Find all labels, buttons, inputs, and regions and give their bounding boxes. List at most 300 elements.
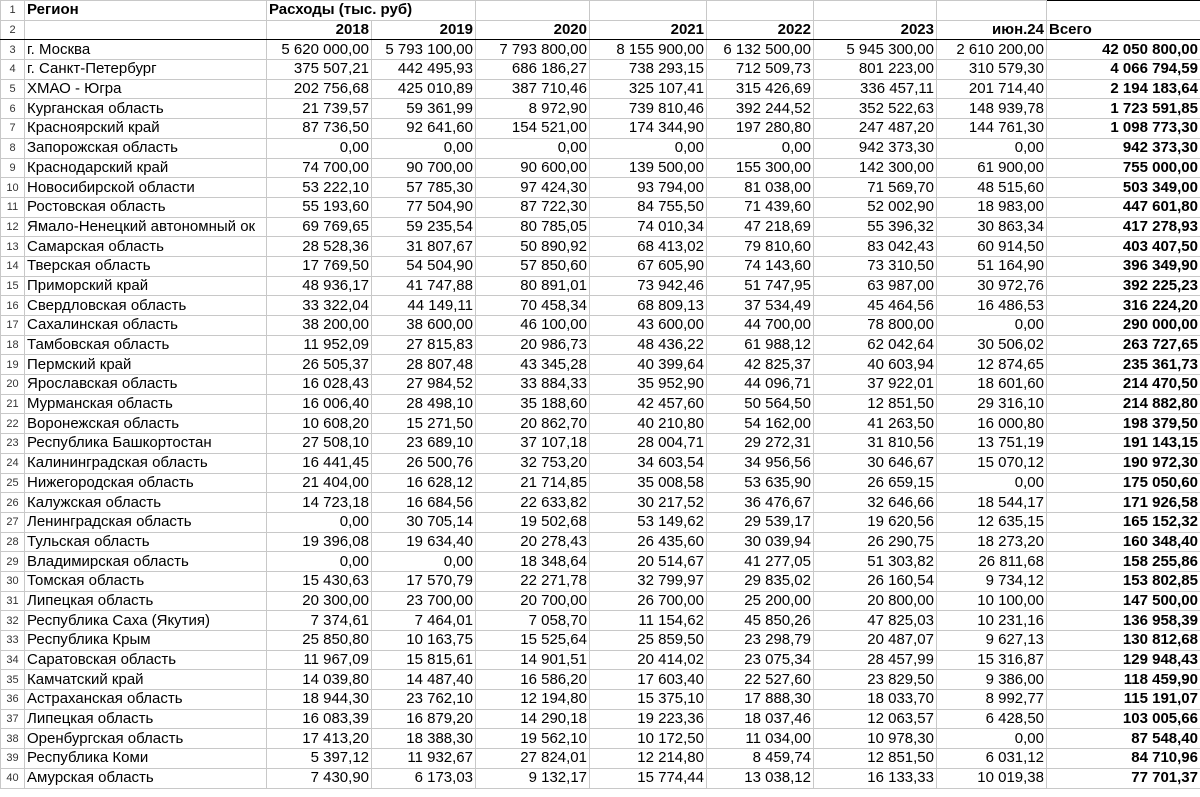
value-cell[interactable]: 21 714,85 xyxy=(476,473,590,493)
year-header-cell[interactable]: 2019 xyxy=(372,20,476,40)
value-cell[interactable]: 25 850,80 xyxy=(267,631,372,651)
region-cell[interactable]: Тверская область xyxy=(25,256,267,276)
value-cell[interactable]: 22 527,60 xyxy=(707,670,814,690)
value-cell[interactable]: 0,00 xyxy=(372,552,476,572)
value-cell[interactable]: 43 600,00 xyxy=(590,316,707,336)
total-cell[interactable]: 263 727,65 xyxy=(1047,335,1200,355)
value-cell[interactable]: 33 322,04 xyxy=(267,296,372,316)
empty-cell[interactable] xyxy=(590,1,707,21)
value-cell[interactable]: 52 002,90 xyxy=(814,197,937,217)
value-cell[interactable]: 26 435,60 xyxy=(590,532,707,552)
value-cell[interactable]: 67 605,90 xyxy=(590,256,707,276)
row-number[interactable]: 9 xyxy=(1,158,25,178)
value-cell[interactable]: 27 984,52 xyxy=(372,375,476,395)
total-cell[interactable]: 129 948,43 xyxy=(1047,650,1200,670)
value-cell[interactable]: 14 290,18 xyxy=(476,709,590,729)
row-number[interactable]: 2 xyxy=(1,20,25,40)
value-cell[interactable]: 55 396,32 xyxy=(814,217,937,237)
value-cell[interactable]: 53 635,90 xyxy=(707,473,814,493)
value-cell[interactable]: 10 019,38 xyxy=(937,768,1047,788)
row-number[interactable]: 35 xyxy=(1,670,25,690)
value-cell[interactable]: 25 200,00 xyxy=(707,591,814,611)
value-cell[interactable]: 74 010,34 xyxy=(590,217,707,237)
value-cell[interactable]: 28 528,36 xyxy=(267,237,372,257)
value-cell[interactable]: 20 487,07 xyxy=(814,631,937,651)
region-cell[interactable]: г. Москва xyxy=(25,40,267,60)
value-cell[interactable]: 28 457,99 xyxy=(814,650,937,670)
region-cell[interactable]: Тамбовская область xyxy=(25,335,267,355)
total-cell[interactable]: 198 379,50 xyxy=(1047,414,1200,434)
row-number[interactable]: 26 xyxy=(1,493,25,513)
value-cell[interactable]: 54 504,90 xyxy=(372,256,476,276)
value-cell[interactable]: 20 414,02 xyxy=(590,650,707,670)
value-cell[interactable]: 17 603,40 xyxy=(590,670,707,690)
value-cell[interactable]: 28 004,71 xyxy=(590,434,707,454)
value-cell[interactable]: 38 600,00 xyxy=(372,316,476,336)
value-cell[interactable]: 48 436,22 xyxy=(590,335,707,355)
region-cell[interactable]: Нижегородская область xyxy=(25,473,267,493)
value-cell[interactable]: 392 244,52 xyxy=(707,99,814,119)
value-cell[interactable]: 15 070,12 xyxy=(937,453,1047,473)
value-cell[interactable]: 84 755,50 xyxy=(590,197,707,217)
value-cell[interactable]: 801 223,00 xyxy=(814,60,937,80)
value-cell[interactable]: 30 039,94 xyxy=(707,532,814,552)
row-number[interactable]: 3 xyxy=(1,40,25,60)
value-cell[interactable]: 16 006,40 xyxy=(267,394,372,414)
value-cell[interactable]: 6 173,03 xyxy=(372,768,476,788)
row-number[interactable]: 11 xyxy=(1,197,25,217)
value-cell[interactable]: 22 271,78 xyxy=(476,571,590,591)
value-cell[interactable]: 26 659,15 xyxy=(814,473,937,493)
value-cell[interactable]: 10 231,16 xyxy=(937,611,1047,631)
value-cell[interactable]: 5 793 100,00 xyxy=(372,40,476,60)
region-cell[interactable]: Сахалинская область xyxy=(25,316,267,336)
row-number[interactable]: 21 xyxy=(1,394,25,414)
region-cell[interactable]: Ямало-Ненецкий автономный ок xyxy=(25,217,267,237)
value-cell[interactable]: 20 300,00 xyxy=(267,591,372,611)
value-cell[interactable]: 30 705,14 xyxy=(372,512,476,532)
total-cell[interactable]: 1 098 773,30 xyxy=(1047,119,1200,139)
empty-cell[interactable] xyxy=(707,1,814,21)
value-cell[interactable]: 11 034,00 xyxy=(707,729,814,749)
value-cell[interactable]: 46 100,00 xyxy=(476,316,590,336)
value-cell[interactable]: 12 874,65 xyxy=(937,355,1047,375)
total-cell[interactable]: 77 701,37 xyxy=(1047,768,1200,788)
value-cell[interactable]: 10 163,75 xyxy=(372,631,476,651)
row-number[interactable]: 15 xyxy=(1,276,25,296)
value-cell[interactable]: 16 586,20 xyxy=(476,670,590,690)
row-number[interactable]: 6 xyxy=(1,99,25,119)
value-cell[interactable]: 14 487,40 xyxy=(372,670,476,690)
value-cell[interactable]: 42 825,37 xyxy=(707,355,814,375)
value-cell[interactable]: 201 714,40 xyxy=(937,79,1047,99)
total-cell[interactable]: 755 000,00 xyxy=(1047,158,1200,178)
value-cell[interactable]: 8 459,74 xyxy=(707,749,814,769)
value-cell[interactable]: 20 700,00 xyxy=(476,591,590,611)
value-cell[interactable]: 38 200,00 xyxy=(267,316,372,336)
value-cell[interactable]: 20 278,43 xyxy=(476,532,590,552)
row-number[interactable]: 40 xyxy=(1,768,25,788)
value-cell[interactable]: 442 495,93 xyxy=(372,60,476,80)
region-cell[interactable]: Приморский край xyxy=(25,276,267,296)
value-cell[interactable]: 30 506,02 xyxy=(937,335,1047,355)
value-cell[interactable]: 97 424,30 xyxy=(476,178,590,198)
value-cell[interactable]: 16 628,12 xyxy=(372,473,476,493)
value-cell[interactable]: 51 303,82 xyxy=(814,552,937,572)
year-header-cell[interactable]: 2021 xyxy=(590,20,707,40)
value-cell[interactable]: 13 038,12 xyxy=(707,768,814,788)
value-cell[interactable]: 14 901,51 xyxy=(476,650,590,670)
value-cell[interactable]: 310 579,30 xyxy=(937,60,1047,80)
region-cell[interactable]: Саратовская область xyxy=(25,650,267,670)
value-cell[interactable]: 48 515,60 xyxy=(937,178,1047,198)
region-cell[interactable]: Свердловская область xyxy=(25,296,267,316)
value-cell[interactable]: 154 521,00 xyxy=(476,119,590,139)
row-number[interactable]: 19 xyxy=(1,355,25,375)
row-number[interactable]: 25 xyxy=(1,473,25,493)
value-cell[interactable]: 93 794,00 xyxy=(590,178,707,198)
region-cell[interactable]: Камчатский край xyxy=(25,670,267,690)
region-cell[interactable]: Томская область xyxy=(25,571,267,591)
value-cell[interactable]: 20 514,67 xyxy=(590,552,707,572)
region-cell[interactable]: Республика Коми xyxy=(25,749,267,769)
region-cell[interactable]: Краснодарский край xyxy=(25,158,267,178)
value-cell[interactable]: 712 509,73 xyxy=(707,60,814,80)
value-cell[interactable]: 19 620,56 xyxy=(814,512,937,532)
value-cell[interactable]: 20 862,70 xyxy=(476,414,590,434)
value-cell[interactable]: 325 107,41 xyxy=(590,79,707,99)
value-cell[interactable]: 352 522,63 xyxy=(814,99,937,119)
value-cell[interactable]: 16 028,43 xyxy=(267,375,372,395)
value-cell[interactable]: 62 042,64 xyxy=(814,335,937,355)
value-cell[interactable]: 80 785,05 xyxy=(476,217,590,237)
total-cell[interactable]: 503 349,00 xyxy=(1047,178,1200,198)
value-cell[interactable]: 15 375,10 xyxy=(590,690,707,710)
value-cell[interactable]: 19 396,08 xyxy=(267,532,372,552)
value-cell[interactable]: 0,00 xyxy=(707,138,814,158)
value-cell[interactable]: 87 736,50 xyxy=(267,119,372,139)
value-cell[interactable]: 20 800,00 xyxy=(814,591,937,611)
row-number[interactable]: 39 xyxy=(1,749,25,769)
value-cell[interactable]: 18 037,46 xyxy=(707,709,814,729)
value-cell[interactable]: 63 987,00 xyxy=(814,276,937,296)
value-cell[interactable]: 90 600,00 xyxy=(476,158,590,178)
value-cell[interactable]: 375 507,21 xyxy=(267,60,372,80)
value-cell[interactable]: 53 149,62 xyxy=(590,512,707,532)
value-cell[interactable]: 16 083,39 xyxy=(267,709,372,729)
value-cell[interactable]: 16 684,56 xyxy=(372,493,476,513)
value-cell[interactable]: 197 280,80 xyxy=(707,119,814,139)
value-cell[interactable]: 9 734,12 xyxy=(937,571,1047,591)
value-cell[interactable]: 14 039,80 xyxy=(267,670,372,690)
value-cell[interactable]: 0,00 xyxy=(937,138,1047,158)
empty-cell[interactable] xyxy=(476,1,590,21)
value-cell[interactable]: 57 850,60 xyxy=(476,256,590,276)
value-cell[interactable]: 12 063,57 xyxy=(814,709,937,729)
row-number[interactable]: 5 xyxy=(1,79,25,99)
value-cell[interactable]: 37 534,49 xyxy=(707,296,814,316)
value-cell[interactable]: 30 972,76 xyxy=(937,276,1047,296)
value-cell[interactable]: 15 815,61 xyxy=(372,650,476,670)
value-cell[interactable]: 40 399,64 xyxy=(590,355,707,375)
region-cell[interactable]: Пермский край xyxy=(25,355,267,375)
region-cell[interactable]: Оренбургская область xyxy=(25,729,267,749)
value-cell[interactable]: 16 000,80 xyxy=(937,414,1047,434)
row-number[interactable]: 20 xyxy=(1,375,25,395)
value-cell[interactable]: 142 300,00 xyxy=(814,158,937,178)
empty-cell[interactable] xyxy=(937,1,1047,21)
value-cell[interactable]: 2 610 200,00 xyxy=(937,40,1047,60)
value-cell[interactable]: 22 633,82 xyxy=(476,493,590,513)
value-cell[interactable]: 15 430,63 xyxy=(267,571,372,591)
value-cell[interactable]: 6 428,50 xyxy=(937,709,1047,729)
year-header-cell[interactable]: июн.24 xyxy=(937,20,1047,40)
value-cell[interactable]: 12 851,50 xyxy=(814,394,937,414)
value-cell[interactable]: 18 348,64 xyxy=(476,552,590,572)
value-cell[interactable]: 34 956,56 xyxy=(707,453,814,473)
value-cell[interactable]: 59 235,54 xyxy=(372,217,476,237)
empty-cell[interactable] xyxy=(1047,1,1200,21)
region-cell[interactable]: г. Санкт-Петербург xyxy=(25,60,267,80)
value-cell[interactable]: 10 100,00 xyxy=(937,591,1047,611)
row-number[interactable]: 13 xyxy=(1,237,25,257)
row-number[interactable]: 22 xyxy=(1,414,25,434)
value-cell[interactable]: 83 042,43 xyxy=(814,237,937,257)
value-cell[interactable]: 10 608,20 xyxy=(267,414,372,434)
value-cell[interactable]: 55 193,60 xyxy=(267,197,372,217)
row-number[interactable]: 27 xyxy=(1,512,25,532)
total-cell[interactable]: 316 224,20 xyxy=(1047,296,1200,316)
value-cell[interactable]: 144 761,30 xyxy=(937,119,1047,139)
value-cell[interactable]: 40 210,80 xyxy=(590,414,707,434)
value-cell[interactable]: 44 096,71 xyxy=(707,375,814,395)
row-number[interactable]: 30 xyxy=(1,571,25,591)
row-number[interactable]: 28 xyxy=(1,532,25,552)
row-number[interactable]: 36 xyxy=(1,690,25,710)
value-cell[interactable]: 387 710,46 xyxy=(476,79,590,99)
value-cell[interactable]: 29 316,10 xyxy=(937,394,1047,414)
value-cell[interactable]: 32 799,97 xyxy=(590,571,707,591)
row-number[interactable]: 23 xyxy=(1,434,25,454)
value-cell[interactable]: 23 762,10 xyxy=(372,690,476,710)
value-cell[interactable]: 90 700,00 xyxy=(372,158,476,178)
value-cell[interactable]: 16 879,20 xyxy=(372,709,476,729)
total-cell[interactable]: 417 278,93 xyxy=(1047,217,1200,237)
total-cell[interactable]: 190 972,30 xyxy=(1047,453,1200,473)
total-cell[interactable]: 84 710,96 xyxy=(1047,749,1200,769)
value-cell[interactable]: 0,00 xyxy=(937,316,1047,336)
row-number[interactable]: 12 xyxy=(1,217,25,237)
value-cell[interactable]: 8 155 900,00 xyxy=(590,40,707,60)
value-cell[interactable]: 25 859,50 xyxy=(590,631,707,651)
value-cell[interactable]: 18 388,30 xyxy=(372,729,476,749)
total-cell[interactable]: 118 459,90 xyxy=(1047,670,1200,690)
row-number[interactable]: 4 xyxy=(1,60,25,80)
value-cell[interactable]: 69 769,65 xyxy=(267,217,372,237)
row-number[interactable]: 18 xyxy=(1,335,25,355)
value-cell[interactable]: 71 569,70 xyxy=(814,178,937,198)
value-cell[interactable]: 27 508,10 xyxy=(267,434,372,454)
value-cell[interactable]: 59 361,99 xyxy=(372,99,476,119)
value-cell[interactable]: 7 058,70 xyxy=(476,611,590,631)
value-cell[interactable]: 78 800,00 xyxy=(814,316,937,336)
value-cell[interactable]: 51 164,90 xyxy=(937,256,1047,276)
value-cell[interactable]: 6 132 500,00 xyxy=(707,40,814,60)
total-cell[interactable]: 158 255,86 xyxy=(1047,552,1200,572)
value-cell[interactable]: 16 441,45 xyxy=(267,453,372,473)
row-number[interactable]: 17 xyxy=(1,316,25,336)
value-cell[interactable]: 28 807,48 xyxy=(372,355,476,375)
value-cell[interactable]: 148 939,78 xyxy=(937,99,1047,119)
value-cell[interactable]: 738 293,15 xyxy=(590,60,707,80)
region-cell[interactable]: Мурманская область xyxy=(25,394,267,414)
value-cell[interactable]: 30 646,67 xyxy=(814,453,937,473)
total-cell[interactable]: 214 882,80 xyxy=(1047,394,1200,414)
value-cell[interactable]: 35 188,60 xyxy=(476,394,590,414)
region-cell[interactable]: Калининградская область xyxy=(25,453,267,473)
value-cell[interactable]: 47 218,69 xyxy=(707,217,814,237)
region-cell[interactable]: Ростовская область xyxy=(25,197,267,217)
value-cell[interactable]: 7 430,90 xyxy=(267,768,372,788)
value-cell[interactable]: 73 942,46 xyxy=(590,276,707,296)
value-cell[interactable]: 11 932,67 xyxy=(372,749,476,769)
total-cell[interactable]: 1 723 591,85 xyxy=(1047,99,1200,119)
value-cell[interactable]: 12 214,80 xyxy=(590,749,707,769)
value-cell[interactable]: 18 983,00 xyxy=(937,197,1047,217)
value-cell[interactable]: 0,00 xyxy=(937,729,1047,749)
empty-cell[interactable] xyxy=(25,20,267,40)
region-cell[interactable]: Республика Саха (Якутия) xyxy=(25,611,267,631)
value-cell[interactable]: 16 133,33 xyxy=(814,768,937,788)
total-cell[interactable]: 447 601,80 xyxy=(1047,197,1200,217)
value-cell[interactable]: 36 476,67 xyxy=(707,493,814,513)
value-cell[interactable]: 155 300,00 xyxy=(707,158,814,178)
value-cell[interactable]: 11 154,62 xyxy=(590,611,707,631)
value-cell[interactable]: 79 810,60 xyxy=(707,237,814,257)
total-cell[interactable]: 942 373,30 xyxy=(1047,138,1200,158)
value-cell[interactable]: 23 829,50 xyxy=(814,670,937,690)
value-cell[interactable]: 0,00 xyxy=(372,138,476,158)
value-cell[interactable]: 35 952,90 xyxy=(590,375,707,395)
value-cell[interactable]: 77 504,90 xyxy=(372,197,476,217)
value-cell[interactable]: 41 747,88 xyxy=(372,276,476,296)
row-number[interactable]: 34 xyxy=(1,650,25,670)
total-cell[interactable]: 2 194 183,64 xyxy=(1047,79,1200,99)
value-cell[interactable]: 29 539,17 xyxy=(707,512,814,532)
value-cell[interactable]: 17 570,79 xyxy=(372,571,476,591)
value-cell[interactable]: 5 945 300,00 xyxy=(814,40,937,60)
value-cell[interactable]: 10 172,50 xyxy=(590,729,707,749)
value-cell[interactable]: 44 700,00 xyxy=(707,316,814,336)
value-cell[interactable]: 57 785,30 xyxy=(372,178,476,198)
value-cell[interactable]: 26 700,00 xyxy=(590,591,707,611)
value-cell[interactable]: 0,00 xyxy=(267,138,372,158)
region-cell[interactable]: Республика Крым xyxy=(25,631,267,651)
row-number[interactable]: 33 xyxy=(1,631,25,651)
row-number[interactable]: 24 xyxy=(1,453,25,473)
value-cell[interactable]: 17 413,20 xyxy=(267,729,372,749)
value-cell[interactable]: 50 890,92 xyxy=(476,237,590,257)
value-cell[interactable]: 31 810,56 xyxy=(814,434,937,454)
value-cell[interactable]: 19 223,36 xyxy=(590,709,707,729)
value-cell[interactable]: 29 835,02 xyxy=(707,571,814,591)
total-cell[interactable]: 4 066 794,59 xyxy=(1047,60,1200,80)
value-cell[interactable]: 19 634,40 xyxy=(372,532,476,552)
value-cell[interactable]: 43 345,28 xyxy=(476,355,590,375)
value-cell[interactable]: 6 031,12 xyxy=(937,749,1047,769)
value-cell[interactable]: 336 457,11 xyxy=(814,79,937,99)
value-cell[interactable]: 68 809,13 xyxy=(590,296,707,316)
region-cell[interactable]: Калужская область xyxy=(25,493,267,513)
total-cell[interactable]: 147 500,00 xyxy=(1047,591,1200,611)
row-number[interactable]: 8 xyxy=(1,138,25,158)
value-cell[interactable]: 18 544,17 xyxy=(937,493,1047,513)
value-cell[interactable]: 23 298,79 xyxy=(707,631,814,651)
row-number[interactable]: 1 xyxy=(1,1,25,21)
value-cell[interactable]: 17 769,50 xyxy=(267,256,372,276)
value-cell[interactable]: 15 316,87 xyxy=(937,650,1047,670)
total-cell[interactable]: 403 407,50 xyxy=(1047,237,1200,257)
empty-cell[interactable] xyxy=(814,1,937,21)
value-cell[interactable]: 53 222,10 xyxy=(267,178,372,198)
region-cell[interactable]: Красноярский край xyxy=(25,119,267,139)
value-cell[interactable]: 315 426,69 xyxy=(707,79,814,99)
value-cell[interactable]: 202 756,68 xyxy=(267,79,372,99)
value-cell[interactable]: 19 502,68 xyxy=(476,512,590,532)
region-cell[interactable]: ХМАО - Югра xyxy=(25,79,267,99)
total-cell[interactable]: 160 348,40 xyxy=(1047,532,1200,552)
value-cell[interactable]: 21 739,57 xyxy=(267,99,372,119)
region-cell[interactable]: Владимирская область xyxy=(25,552,267,572)
value-cell[interactable]: 18 601,60 xyxy=(937,375,1047,395)
row-number[interactable]: 10 xyxy=(1,178,25,198)
value-cell[interactable]: 26 160,54 xyxy=(814,571,937,591)
year-header-cell[interactable]: 2020 xyxy=(476,20,590,40)
row-number[interactable]: 14 xyxy=(1,256,25,276)
value-cell[interactable]: 44 149,11 xyxy=(372,296,476,316)
value-cell[interactable]: 12 851,50 xyxy=(814,749,937,769)
value-cell[interactable]: 11 952,09 xyxy=(267,335,372,355)
value-cell[interactable]: 26 290,75 xyxy=(814,532,937,552)
value-cell[interactable]: 31 807,67 xyxy=(372,237,476,257)
value-cell[interactable]: 5 397,12 xyxy=(267,749,372,769)
value-cell[interactable]: 0,00 xyxy=(476,138,590,158)
total-cell[interactable]: 130 812,68 xyxy=(1047,631,1200,651)
total-cell[interactable]: 214 470,50 xyxy=(1047,375,1200,395)
value-cell[interactable]: 15 774,44 xyxy=(590,768,707,788)
value-cell[interactable]: 92 641,60 xyxy=(372,119,476,139)
value-cell[interactable]: 30 863,34 xyxy=(937,217,1047,237)
value-cell[interactable]: 16 486,53 xyxy=(937,296,1047,316)
value-cell[interactable]: 18 033,70 xyxy=(814,690,937,710)
value-cell[interactable]: 0,00 xyxy=(267,552,372,572)
value-cell[interactable]: 11 967,09 xyxy=(267,650,372,670)
region-cell[interactable]: Запорожская область xyxy=(25,138,267,158)
total-cell[interactable]: 153 802,85 xyxy=(1047,571,1200,591)
region-cell[interactable]: Новосибирской области xyxy=(25,178,267,198)
value-cell[interactable]: 7 464,01 xyxy=(372,611,476,631)
value-cell[interactable]: 74 143,60 xyxy=(707,256,814,276)
value-cell[interactable]: 19 562,10 xyxy=(476,729,590,749)
value-cell[interactable]: 51 747,95 xyxy=(707,276,814,296)
value-cell[interactable]: 5 620 000,00 xyxy=(267,40,372,60)
value-cell[interactable]: 73 310,50 xyxy=(814,256,937,276)
expenses-header-cell[interactable]: Расходы (тыс. руб) xyxy=(267,1,476,21)
value-cell[interactable]: 27 824,01 xyxy=(476,749,590,769)
value-cell[interactable]: 37 107,18 xyxy=(476,434,590,454)
value-cell[interactable]: 28 498,10 xyxy=(372,394,476,414)
region-cell[interactable]: Ярославская область xyxy=(25,375,267,395)
